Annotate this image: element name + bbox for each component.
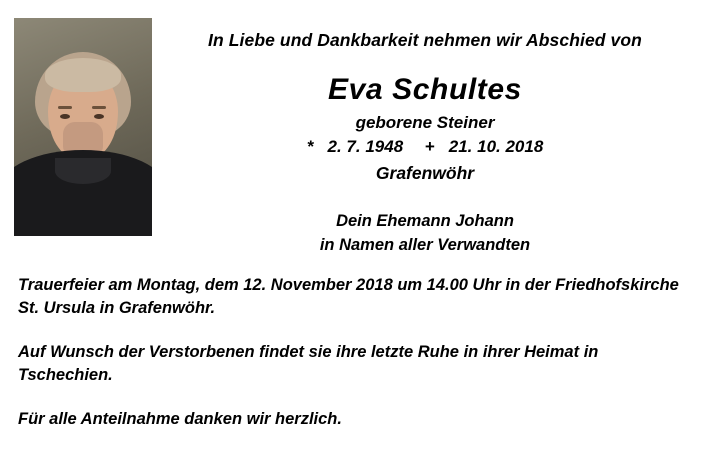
portrait-eye-left [60,114,70,119]
portrait-eye-right [94,114,104,119]
notice-funeral-service: Trauerfeier am Montag, dem 12. November 2018 um 14.00 Uhr in der Friedhofskirche St. Ursula in Grafenwöhr. [18,275,679,318]
birth-date: 2. 7. 1948 [327,137,404,156]
maiden-name: geborene Steiner [355,113,495,132]
death-date: 21. 10. 2018 [448,137,544,156]
portrait-photo [14,18,152,236]
mourner-line-1: Dein Ehemann Johann [336,212,514,230]
portrait-collar [55,158,111,184]
life-dates [166,137,684,157]
intro-line: In Liebe und Dankbarkeit nehmen wir Abschied von [208,30,642,50]
mourners-block [166,210,684,258]
place-of-residence: Grafenwöhr [375,163,475,183]
mourner-line-2: in Namen aller Verwandten [319,235,531,254]
death-symbol: + [424,137,435,156]
deceased-name: Eva Schultes [328,73,522,106]
portrait-brow-right [92,106,106,109]
portrait-container [0,18,152,236]
headline-block [152,18,702,258]
birth-symbol: * [306,137,314,156]
notice-burial-wish: Auf Wunsch der Verstorbenen findet sie ihre letzte Ruhe in ihrer Heimat in Tschechien. [18,342,599,385]
portrait-brow-left [58,106,72,109]
portrait-hair-front [45,58,121,92]
notice-thanks: Für alle Anteilnahme danken wir herzlich. [18,409,342,428]
notices-section [0,258,702,431]
